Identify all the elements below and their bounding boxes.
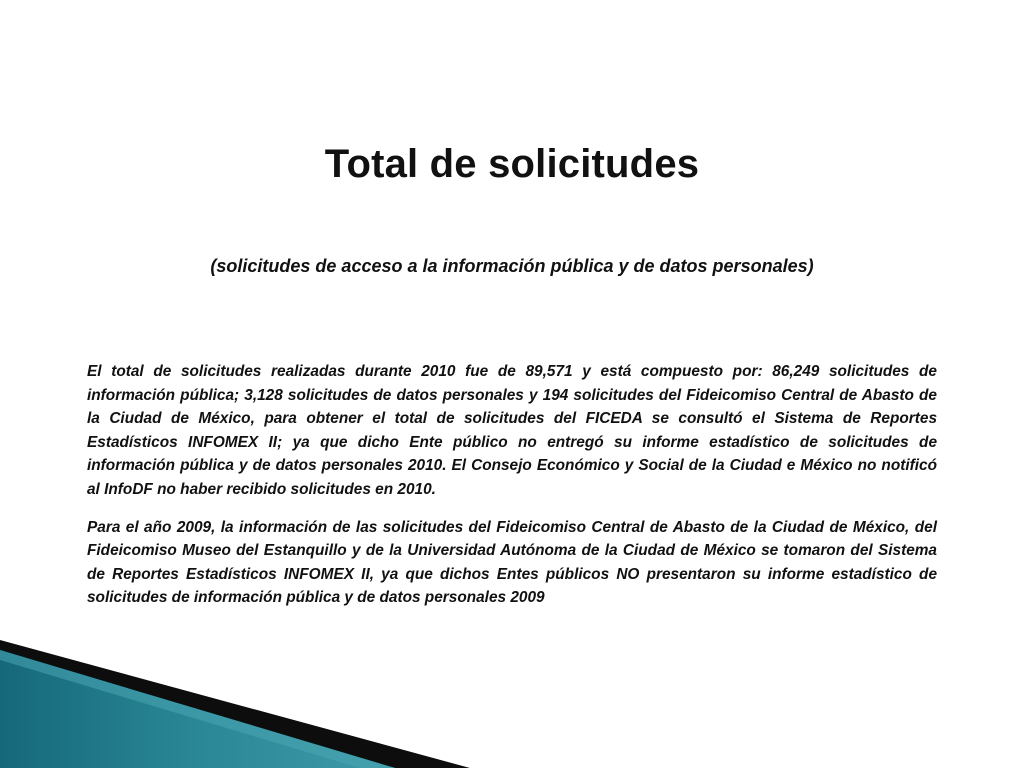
slide-subtitle: (solicitudes de acceso a la información pública y de datos personales) [210, 256, 814, 276]
teal-highlight-shape [0, 650, 395, 768]
paragraph-2009: Para el año 2009, la información de las solicitudes del Fideicomiso Central de Abasto de la Ciudad de México, del Fideicomiso Museo del Estanquillo y de la Universidad Autónoma de la Ciudad de México se tomaron del Sistema de Reportes Estadísticos INFOMEX II, ya que dichos Entes públicos NO presentaron su informe estadístico de solicitudes de información pública y de datos personales 2009 [87, 518, 937, 607]
teal-wedge-shape [0, 650, 395, 768]
dark-swoosh-shape [0, 640, 470, 768]
slide-title: Total de solicitudes [324, 142, 700, 186]
paragraph-2010: El total de solicitudes realizadas durante 2010 fue de 89,571 y está compuesto por: 86,249 solicitudes de información pública; 3,128 solicitudes de datos personales y 194 solicitudes del Fideicomiso Central de Abasto de la Ciudad de México, para obtener el total de solicitudes del FICEDA se consultó el Sistema de Reportes Estadísticos INFOMEX II; ya que dicho Ente público no entregó su informe estadístico de solicitudes de información pública y de datos personales 2010. El Consejo Económico y Social de la Ciudad e México no notificó al InfoDF no haber recibido solicitudes en 2010. [87, 363, 937, 498]
body-text [87, 360, 937, 624]
